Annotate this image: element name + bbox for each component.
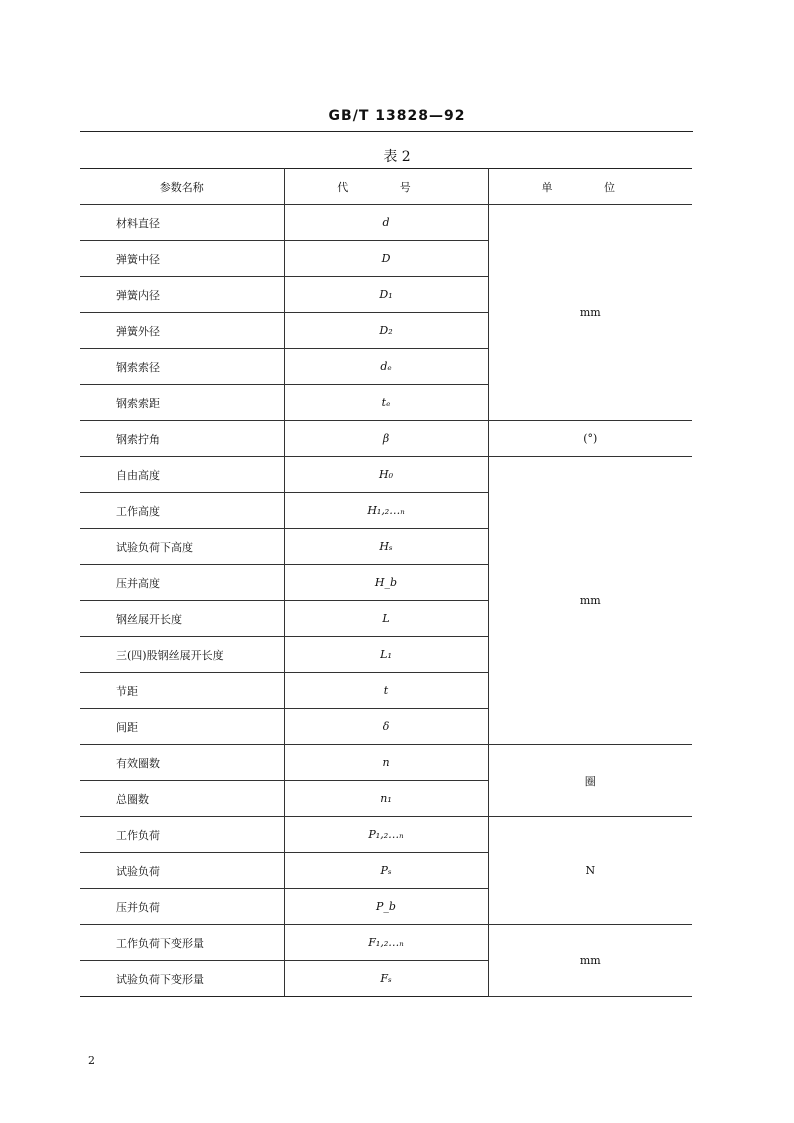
parameter-symbol: P₁,₂…ₙ (284, 817, 488, 853)
parameter-name: 工作高度 (80, 493, 284, 529)
parameter-symbol: D (284, 241, 488, 277)
parameter-name: 试验负荷下变形量 (80, 961, 284, 997)
parameter-name: 自由高度 (80, 457, 284, 493)
parameter-name: 钢索索径 (80, 349, 284, 385)
parameter-name: 钢丝展开长度 (80, 601, 284, 637)
parameter-table (80, 168, 692, 997)
page-number: 2 (88, 1054, 95, 1067)
parameter-name: 材料直径 (80, 205, 284, 241)
parameter-symbol: tₑ (284, 385, 488, 421)
parameter-symbol: H₁,₂…ₙ (284, 493, 488, 529)
parameter-name: 工作负荷下变形量 (80, 925, 284, 961)
parameter-symbol: L (284, 601, 488, 637)
parameter-symbol: H₀ (284, 457, 488, 493)
parameter-symbol: n (284, 745, 488, 781)
parameter-symbol: F₁,₂…ₙ (284, 925, 488, 961)
parameter-symbol: L₁ (284, 637, 488, 673)
parameter-symbol: δ (284, 709, 488, 745)
parameter-name: 压并高度 (80, 565, 284, 601)
column-header-name: 参数名称 (80, 169, 284, 205)
unit-cell: mm (488, 457, 692, 745)
parameter-name: 间距 (80, 709, 284, 745)
parameter-name: 钢索索距 (80, 385, 284, 421)
parameter-name: 总圈数 (80, 781, 284, 817)
parameter-name: 工作负荷 (80, 817, 284, 853)
parameter-symbol: D₁ (284, 277, 488, 313)
column-header-symbol: 代 号 (284, 169, 488, 205)
parameter-name: 弹簧内径 (80, 277, 284, 313)
parameter-name: 弹簧外径 (80, 313, 284, 349)
parameter-name: 试验负荷下高度 (80, 529, 284, 565)
parameter-symbol: D₂ (284, 313, 488, 349)
unit-cell: mm (488, 925, 692, 997)
parameter-name: 压并负荷 (80, 889, 284, 925)
parameter-name: 三(四)股钢丝展开长度 (80, 637, 284, 673)
parameter-symbol: Pₛ (284, 853, 488, 889)
parameter-symbol: H_b (284, 565, 488, 601)
standard-code-header: GB/T 13828—92 (328, 108, 466, 124)
parameter-name: 有效圈数 (80, 745, 284, 781)
table-header-row (80, 169, 692, 205)
table-row (80, 745, 692, 781)
parameter-symbol: Fₛ (284, 961, 488, 997)
table-caption: 表 2 (383, 149, 411, 165)
unit-cell: mm (488, 205, 692, 421)
column-header-unit: 单 位 (488, 169, 692, 205)
parameter-name: 节距 (80, 673, 284, 709)
parameter-symbol: β (284, 421, 488, 457)
parameter-symbol: dₑ (284, 349, 488, 385)
header-rule (80, 131, 693, 132)
parameter-symbol: t (284, 673, 488, 709)
unit-cell: N (488, 817, 692, 925)
unit-cell: 圈 (488, 745, 692, 817)
parameter-symbol: n₁ (284, 781, 488, 817)
table-row (80, 205, 692, 241)
parameter-name: 弹簧中径 (80, 241, 284, 277)
parameter-symbol: Hₛ (284, 529, 488, 565)
table-row (80, 817, 692, 853)
table-row (80, 421, 692, 457)
table-row (80, 925, 692, 961)
parameter-symbol: P_b (284, 889, 488, 925)
parameter-name: 钢索拧角 (80, 421, 284, 457)
parameter-symbol: d (284, 205, 488, 241)
table-row (80, 457, 692, 493)
unit-cell: (°) (488, 421, 692, 457)
parameter-name: 试验负荷 (80, 853, 284, 889)
